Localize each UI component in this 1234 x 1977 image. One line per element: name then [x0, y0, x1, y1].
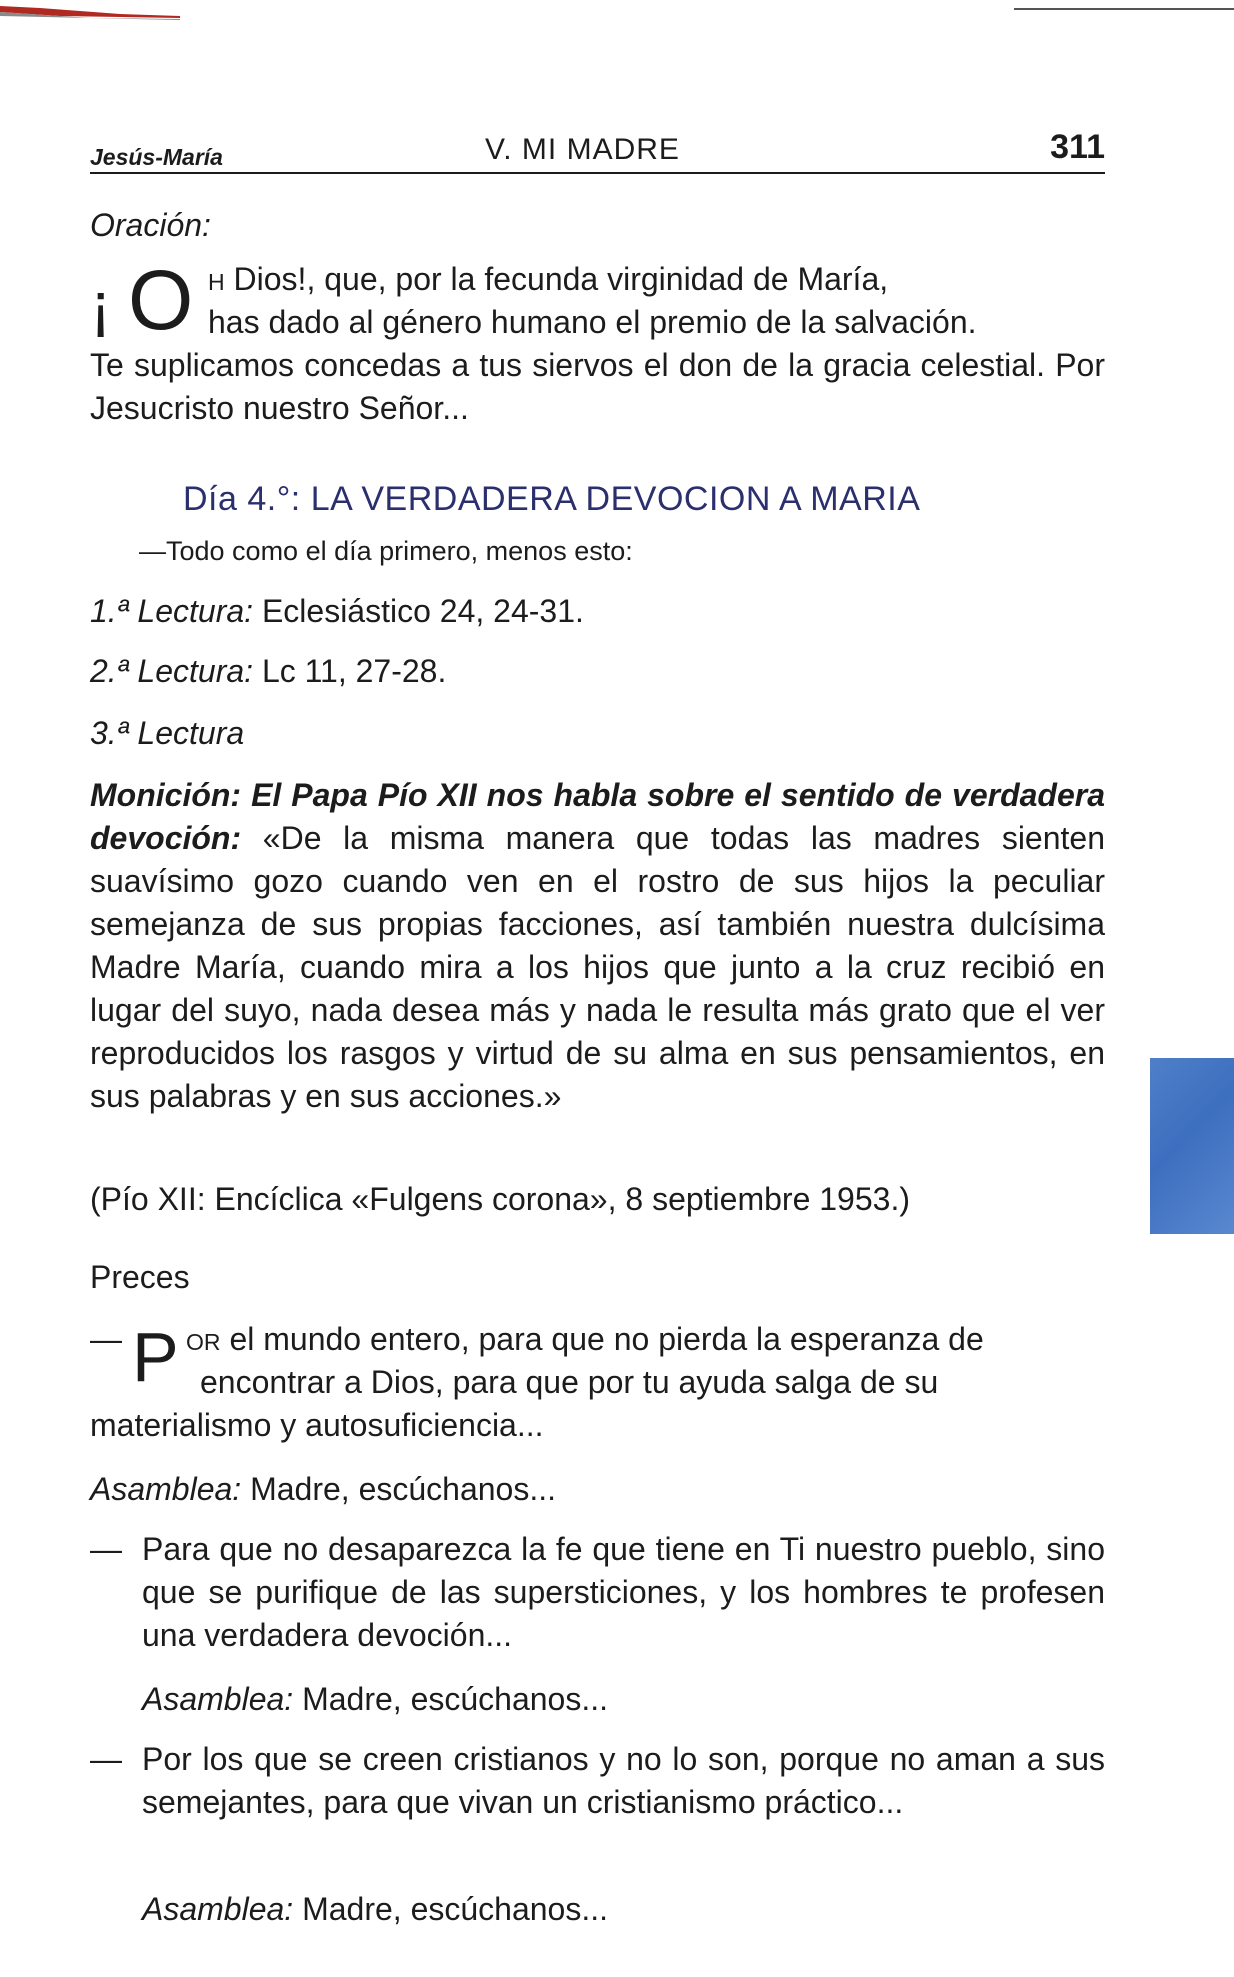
preces-title: Preces — [90, 1259, 190, 1295]
day-title: Día 4.°: LA VERDADERA DEVOCION A MARIA — [183, 480, 921, 518]
preces-line-1: OR el mundo entero, para que no pierda la esperanza de — [186, 1321, 984, 1357]
preces-item-2: — Por los que se creen cristianos y no lo son, porque no aman a sus semejantes, para que vivan un cristianismo práctico... — [90, 1741, 1105, 1820]
preces-first-rest: materialismo y autosuficiencia... — [90, 1407, 544, 1443]
response-3: Asamblea: Madre, escúchanos... — [142, 1891, 609, 1927]
oracion-line-1: H Dios!, que, por la fecunda virginidad de María, — [208, 261, 889, 297]
monicion-text: «De la misma manera que todas las madres sienten suavísimo gozo cuando ven en el rostro de sus hijos la peculiar semejanza de sus propias facciones, así también nuestra dulcísima Madre María, cuando mira a los hijos que junto a la cruz recibió en lugar del suyo, nada desea más y nada le resulta más grato que el ver reproducidos los rasgos y virtud de su alma en sus pensamientos, en sus palabras y en sus acciones.» — [90, 820, 1105, 1114]
header-left: Jesús-María — [90, 144, 223, 170]
running-header — [90, 126, 1105, 174]
thumb-index-tab — [1150, 1058, 1234, 1234]
exclamation-mark: ¡ — [90, 269, 112, 341]
day-note: —Todo como el día primero, menos esto: — [139, 536, 633, 566]
header-center: V. MI MADRE — [485, 133, 680, 166]
monicion-paragraph — [90, 774, 1105, 1118]
oracion-line-2: has dado al género humano el premio de la salvación. — [208, 304, 977, 340]
lectura-3: 3.ª Lectura — [90, 715, 245, 751]
oracion-paragraph — [90, 253, 1105, 430]
page-number: 311 — [1050, 128, 1105, 166]
preces-dropcap-lines — [90, 1318, 1105, 1404]
monicion-citation: (Pío XII: Encíclica «Fulgens corona», 8 septiembre 1953.) — [90, 1181, 910, 1217]
monicion-label: Monición: El Papa Pío XII nos habla sobre el sentido de verdadera devoción: — [90, 777, 1105, 856]
response-2: Asamblea: Madre, escúchanos... — [142, 1681, 609, 1717]
oracion-title: Oración: — [90, 207, 211, 243]
preces-first — [90, 1318, 1105, 1447]
corner-mark-top-right — [1014, 6, 1234, 12]
preces-line-2: encontrar a Dios, para que por tu ayuda salga de su — [200, 1364, 939, 1400]
lectura-1: 1.ª Lectura: Eclesiástico 24, 24-31. — [90, 593, 584, 629]
lectura-2: 2.ª Lectura: Lc 11, 27-28. — [90, 653, 447, 689]
oracion-dropcap-lines — [90, 253, 1105, 347]
preces-dash: — — [90, 1321, 122, 1357]
drop-cap-p: P — [132, 1318, 179, 1396]
corner-mark-top-left — [0, 0, 180, 22]
preces-item-1: — Para que no desaparezca la fe que tiene en Ti nuestro pueblo, sino que se purifique de las supersticiones, y los hombres te profesen una verdadera devoción... — [90, 1531, 1105, 1653]
response-1: Asamblea: Madre, escúchanos... — [90, 1471, 557, 1507]
oracion-rest: Te suplicamos concedas a tus siervos el don de la gracia celestial. Por Jesucristo nuestro Señor... — [90, 347, 1105, 426]
drop-cap-o: O — [128, 253, 194, 347]
